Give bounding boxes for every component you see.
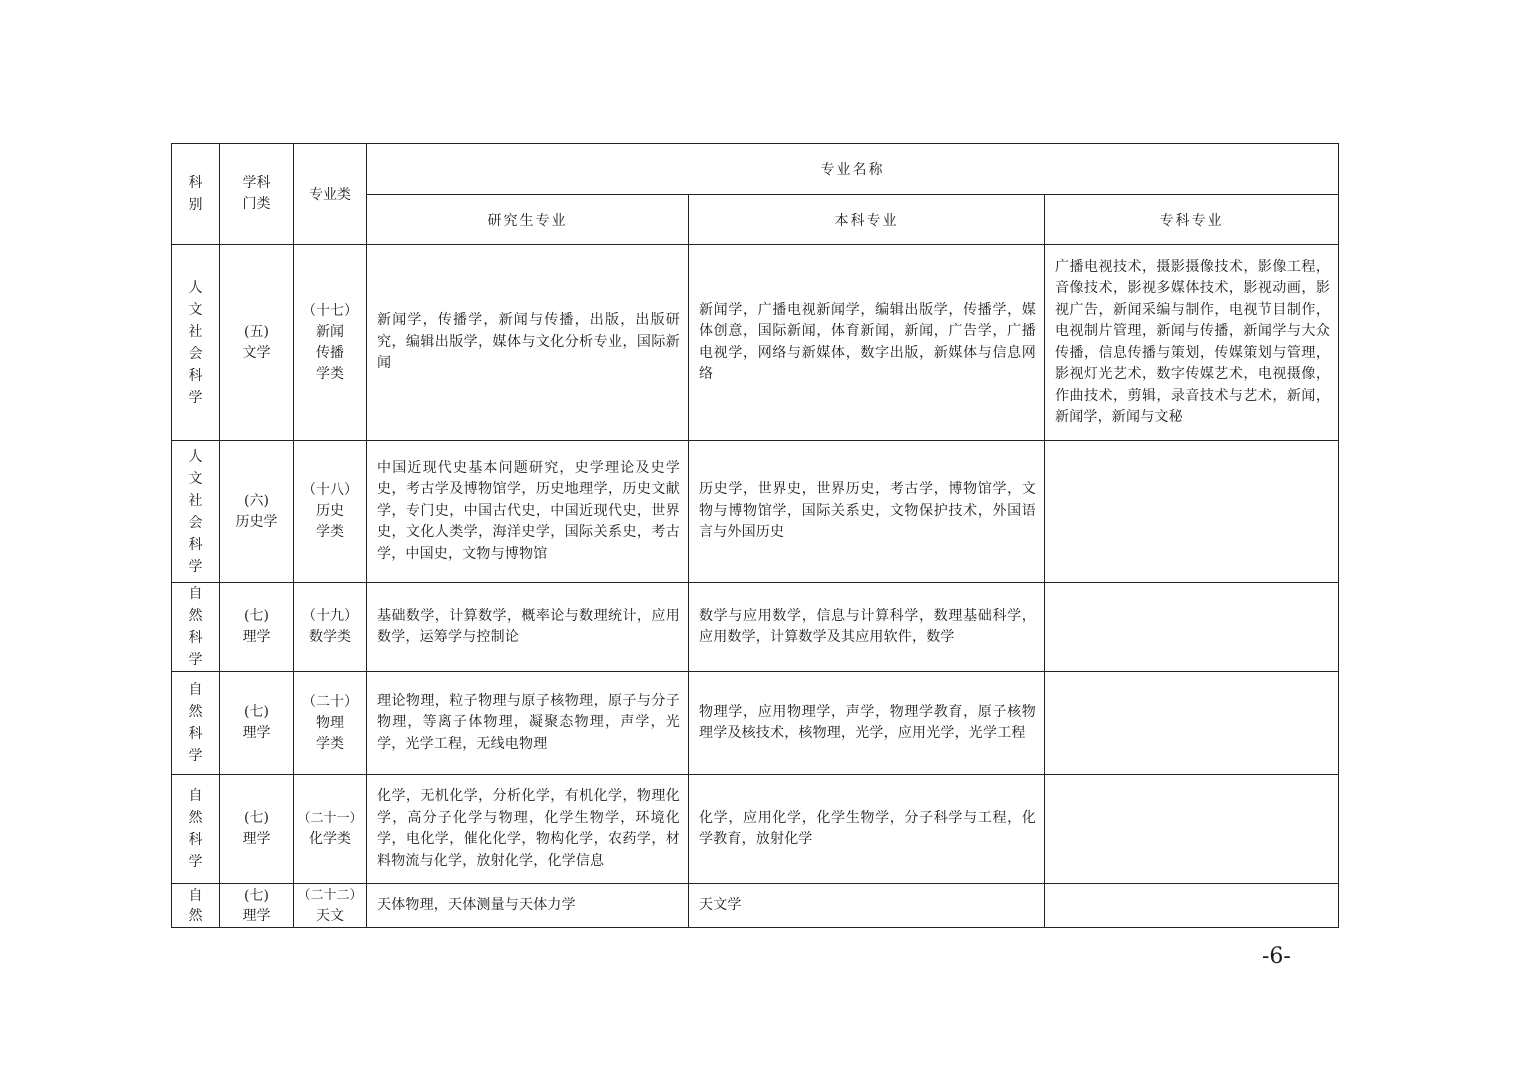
college-majors-cell: 广播电视技术，摄影摄像技术，影像工程，音像技术，影视多媒体技术，影视动画，影视广告，新闻采编与制作，电视节目制作，电视制片管理，新闻与传播，新闻学与大众传播，信息传播与策划，传媒策划与管理，影视灯光艺术，数字传媒艺术，电视摄像，作曲技术，剪辑，录音技术与艺术，新闻，新闻学，新闻与文秘 xyxy=(1045,245,1339,441)
table-row xyxy=(172,672,1339,775)
college-majors-cell xyxy=(1045,672,1339,775)
header-graduate: 研究生专业 xyxy=(367,195,689,245)
major-class-cell: （二十二） 天文 xyxy=(294,884,367,928)
table-row xyxy=(172,884,1339,928)
discipline-cell: (七) 理学 xyxy=(220,775,294,884)
undergraduate-majors-cell: 数学与应用数学，信息与计算科学，数理基础科学，应用数学，计算数学及其应用软件，数学 xyxy=(689,583,1045,672)
graduate-majors-cell: 中国近现代史基本问题研究，史学理论及史学史，考古学及博物馆学，历史地理学，历史文献学，专门史，中国古代史，中国近现代史，世界史，文化人类学，海洋史学，国际关系史，考古学，中国史，文物与博物馆 xyxy=(367,441,689,583)
header-row-1 xyxy=(172,144,1339,195)
category-cell: 人文社会科学 xyxy=(172,245,220,441)
major-class-cell: （十八） 历史学类 xyxy=(294,441,367,583)
graduate-majors-cell: 天体物理，天体测量与天体力学 xyxy=(367,884,689,928)
college-majors-cell xyxy=(1045,884,1339,928)
graduate-majors-cell: 化学，无机化学，分析化学，有机化学，物理化学，高分子化学与物理，化学生物学，环境化学，电化学，催化化学，物构化学，农药学，材料物流与化学，放射化学，化学信息 xyxy=(367,775,689,884)
category-cell: 自然科学 xyxy=(172,672,220,775)
undergraduate-majors-cell: 化学，应用化学，化学生物学，分子科学与工程，化学教育，放射化学 xyxy=(689,775,1045,884)
discipline-cell: (五) 文学 xyxy=(220,245,294,441)
header-undergraduate: 本科专业 xyxy=(689,195,1045,245)
college-majors-cell xyxy=(1045,775,1339,884)
graduate-majors-cell: 新闻学，传播学，新闻与传播，出版，出版研究，编辑出版学，媒体与文化分析专业，国际新闻 xyxy=(367,245,689,441)
undergraduate-majors-cell: 历史学，世界史，世界历史，考古学，博物馆学，文物与博物馆学，国际关系史，文物保护技术，外国语言与外国历史 xyxy=(689,441,1045,583)
college-majors-cell xyxy=(1045,441,1339,583)
discipline-cell: (七) 理学 xyxy=(220,884,294,928)
graduate-majors-cell: 理论物理，粒子物理与原子核物理，原子与分子物理，等离子体物理，凝聚态物理，声学，光学，光学工程，无线电物理 xyxy=(367,672,689,775)
table-row xyxy=(172,245,1339,441)
category-cell: 自然科学 xyxy=(172,775,220,884)
header-category: 科别 xyxy=(172,144,220,245)
category-cell: 自然 xyxy=(172,884,220,928)
major-class-cell: （二十一） 化学类 xyxy=(294,775,367,884)
undergraduate-majors-cell: 天文学 xyxy=(689,884,1045,928)
header-college: 专科专业 xyxy=(1045,195,1339,245)
major-catalog-table xyxy=(171,143,1339,928)
header-discipline: 学科门类 xyxy=(220,144,294,245)
category-cell: 自然科学 xyxy=(172,583,220,672)
discipline-cell: (七) 理学 xyxy=(220,583,294,672)
header-major-class: 专业类 xyxy=(294,144,367,245)
header-major-name: 专业名称 xyxy=(367,144,1339,195)
table-row xyxy=(172,583,1339,672)
category-cell: 人文社会科学 xyxy=(172,441,220,583)
table-row xyxy=(172,441,1339,583)
undergraduate-majors-cell: 新闻学，广播电视新闻学，编辑出版学，传播学，媒体创意，国际新闻，体育新闻，新闻，广告学，广播电视学，网络与新媒体，数字出版，新媒体与信息网络 xyxy=(689,245,1045,441)
discipline-cell: (六) 历史学 xyxy=(220,441,294,583)
graduate-majors-cell: 基础数学，计算数学，概率论与数理统计，应用数学，运筹学与控制论 xyxy=(367,583,689,672)
page-number: -6- xyxy=(1262,944,1291,969)
discipline-cell: (七) 理学 xyxy=(220,672,294,775)
table-row xyxy=(172,775,1339,884)
undergraduate-majors-cell: 物理学，应用物理学，声学，物理学教育，原子核物理学及核技术，核物理，光学，应用光学，光学工程 xyxy=(689,672,1045,775)
major-class-cell: （十七） 新闻传播学类 xyxy=(294,245,367,441)
major-class-cell: （二十） 物理学类 xyxy=(294,672,367,775)
major-class-cell: （十九） 数学类 xyxy=(294,583,367,672)
college-majors-cell xyxy=(1045,583,1339,672)
